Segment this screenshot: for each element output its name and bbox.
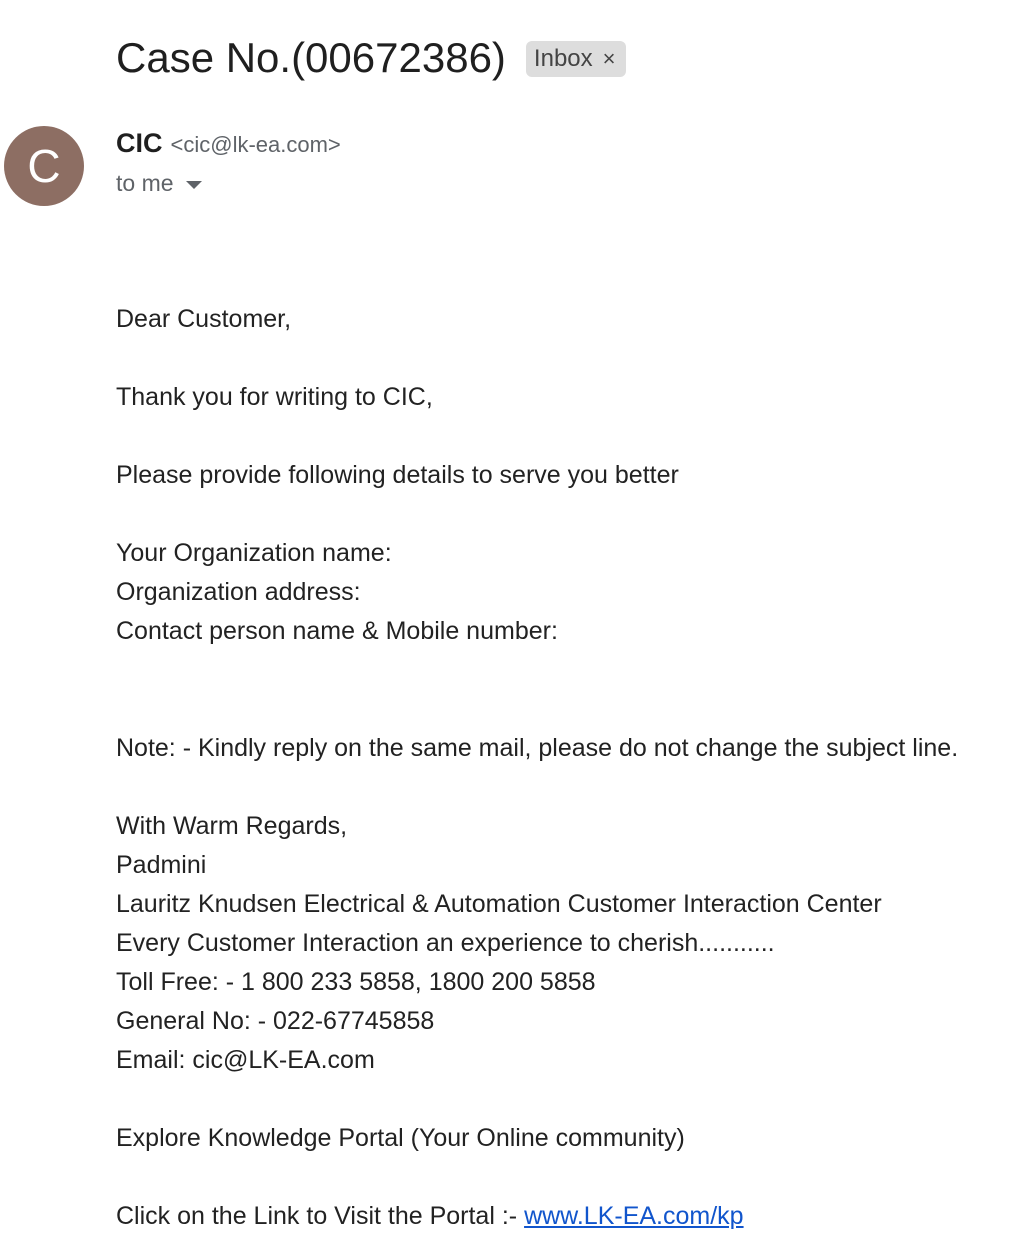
recipient-details-toggle[interactable] [116, 170, 202, 197]
inbox-label-text: Inbox [533, 45, 593, 72]
email-subject: Case No.(00672386) [116, 34, 506, 81]
signature-email: Email: cic@LK-EA.com [116, 1046, 375, 1074]
link-prefix: Click on the Link to Visit the Portal :- [116, 1202, 525, 1230]
signature-regards: With Warm Regards, [116, 812, 348, 840]
note-line: Note: - Kindly reply on the same mail, please do not change the subject line. [116, 734, 959, 762]
close-icon[interactable]: × [602, 46, 616, 71]
sender-name[interactable]: CIC [116, 128, 163, 158]
inbox-label-chip[interactable] [526, 41, 626, 77]
sender-email: <cic@lk-ea.com> [170, 132, 341, 157]
chevron-down-icon[interactable] [186, 181, 202, 189]
signature-tagline: Every Customer Interaction an experience to cherish........... [116, 929, 775, 957]
portal-link[interactable]: www.LK-EA.com/kp [524, 1202, 744, 1230]
signature-general-no: General No: - 022-67745858 [116, 1007, 435, 1035]
request-line: Please provide following details to serve you better [116, 461, 679, 489]
portal-line: Explore Knowledge Portal (Your Online community) [116, 1124, 685, 1152]
signature-name: Padmini [116, 851, 207, 879]
email-body [116, 300, 1016, 1236]
avatar[interactable] [4, 126, 84, 206]
recipient-line: to me [116, 170, 174, 196]
greeting: Dear Customer, [116, 305, 292, 333]
portal-link-line [116, 1197, 1016, 1236]
signature-toll-free: Toll Free: - 1 800 233 5858, 1800 200 5858 [116, 968, 596, 996]
thanks-line: Thank you for writing to CIC, [116, 383, 433, 411]
subject-row [116, 30, 626, 86]
field-organization-address: Organization address: [116, 578, 361, 606]
field-organization-name: Your Organization name: [116, 539, 392, 567]
field-contact-person: Contact person name & Mobile number: [116, 617, 558, 645]
signature-company: Lauritz Knudsen Electrical & Automation Customer Interaction Center [116, 890, 882, 918]
sender-row [116, 128, 341, 159]
avatar-letter: C [27, 140, 61, 192]
